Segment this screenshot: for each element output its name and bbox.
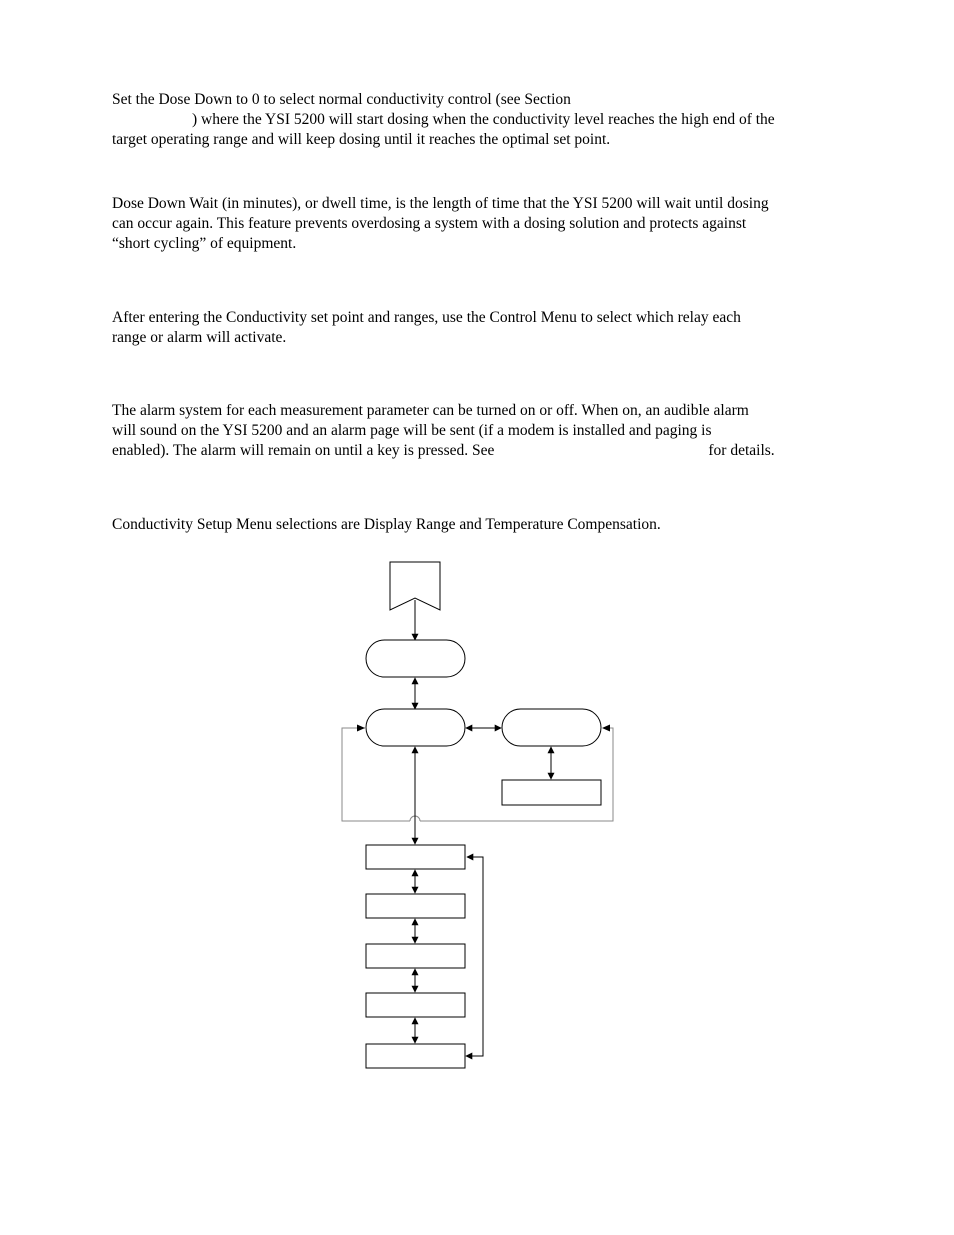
option-box-4 bbox=[366, 993, 465, 1017]
dose-down-line-1: Set the Dose Down to 0 to select normal conductivity control (see Section bbox=[112, 91, 571, 108]
submenu-option-box bbox=[502, 780, 601, 805]
control-menu-line-1: After entering the Conductivity set point and ranges, use the Control Menu to select which relay each bbox=[112, 309, 741, 326]
alarm-line-3-start: enabled). The alarm will remain on until a key is pressed. See bbox=[112, 442, 495, 459]
conductivity-menu-terminator bbox=[366, 709, 465, 746]
option-box-3 bbox=[366, 944, 465, 968]
dose-down-wait-line-2: can occur again. This feature prevents overdosing a system with a dosing solution and protects against bbox=[112, 215, 747, 232]
return-loop-arrowhead-left bbox=[357, 725, 365, 732]
dose-down-line-3: target operating range and will keep dosing until it reaches the optimal set point. bbox=[112, 131, 611, 148]
dose-down-line-2-text: ) where the YSI 5200 will start dosing when the conductivity level reaches the high end of the bbox=[192, 111, 775, 128]
return-loop-arrowhead-right bbox=[602, 725, 610, 732]
option-box-2 bbox=[366, 894, 465, 918]
dose-down-wait-line-3: “short cycling” of equipment. bbox=[112, 235, 297, 252]
option-box-1 bbox=[366, 845, 465, 869]
dose-down-wait-line-1: Dose Down Wait (in minutes), or dwell time, is the length of time that the YSI 5200 will wait until dosing bbox=[112, 195, 769, 212]
main-menu-terminator bbox=[366, 640, 465, 677]
option-loop-line bbox=[466, 857, 483, 1056]
alarm-line-2: will sound on the YSI 5200 and an alarm page will be sent (if a modem is installed and paging is bbox=[112, 422, 712, 439]
submenu-terminator bbox=[502, 709, 601, 746]
setup-menu-line-1: Conductivity Setup Menu selections are Display Range and Temperature Compensation. bbox=[112, 516, 661, 533]
alarm-line-3-end: for details. bbox=[708, 442, 775, 459]
alarm-line-1: The alarm system for each measurement parameter can be turned on or off. When on, an audible alarm bbox=[112, 402, 749, 419]
option-box-5 bbox=[366, 1044, 465, 1068]
control-menu-line-2: range or alarm will activate. bbox=[112, 329, 287, 346]
